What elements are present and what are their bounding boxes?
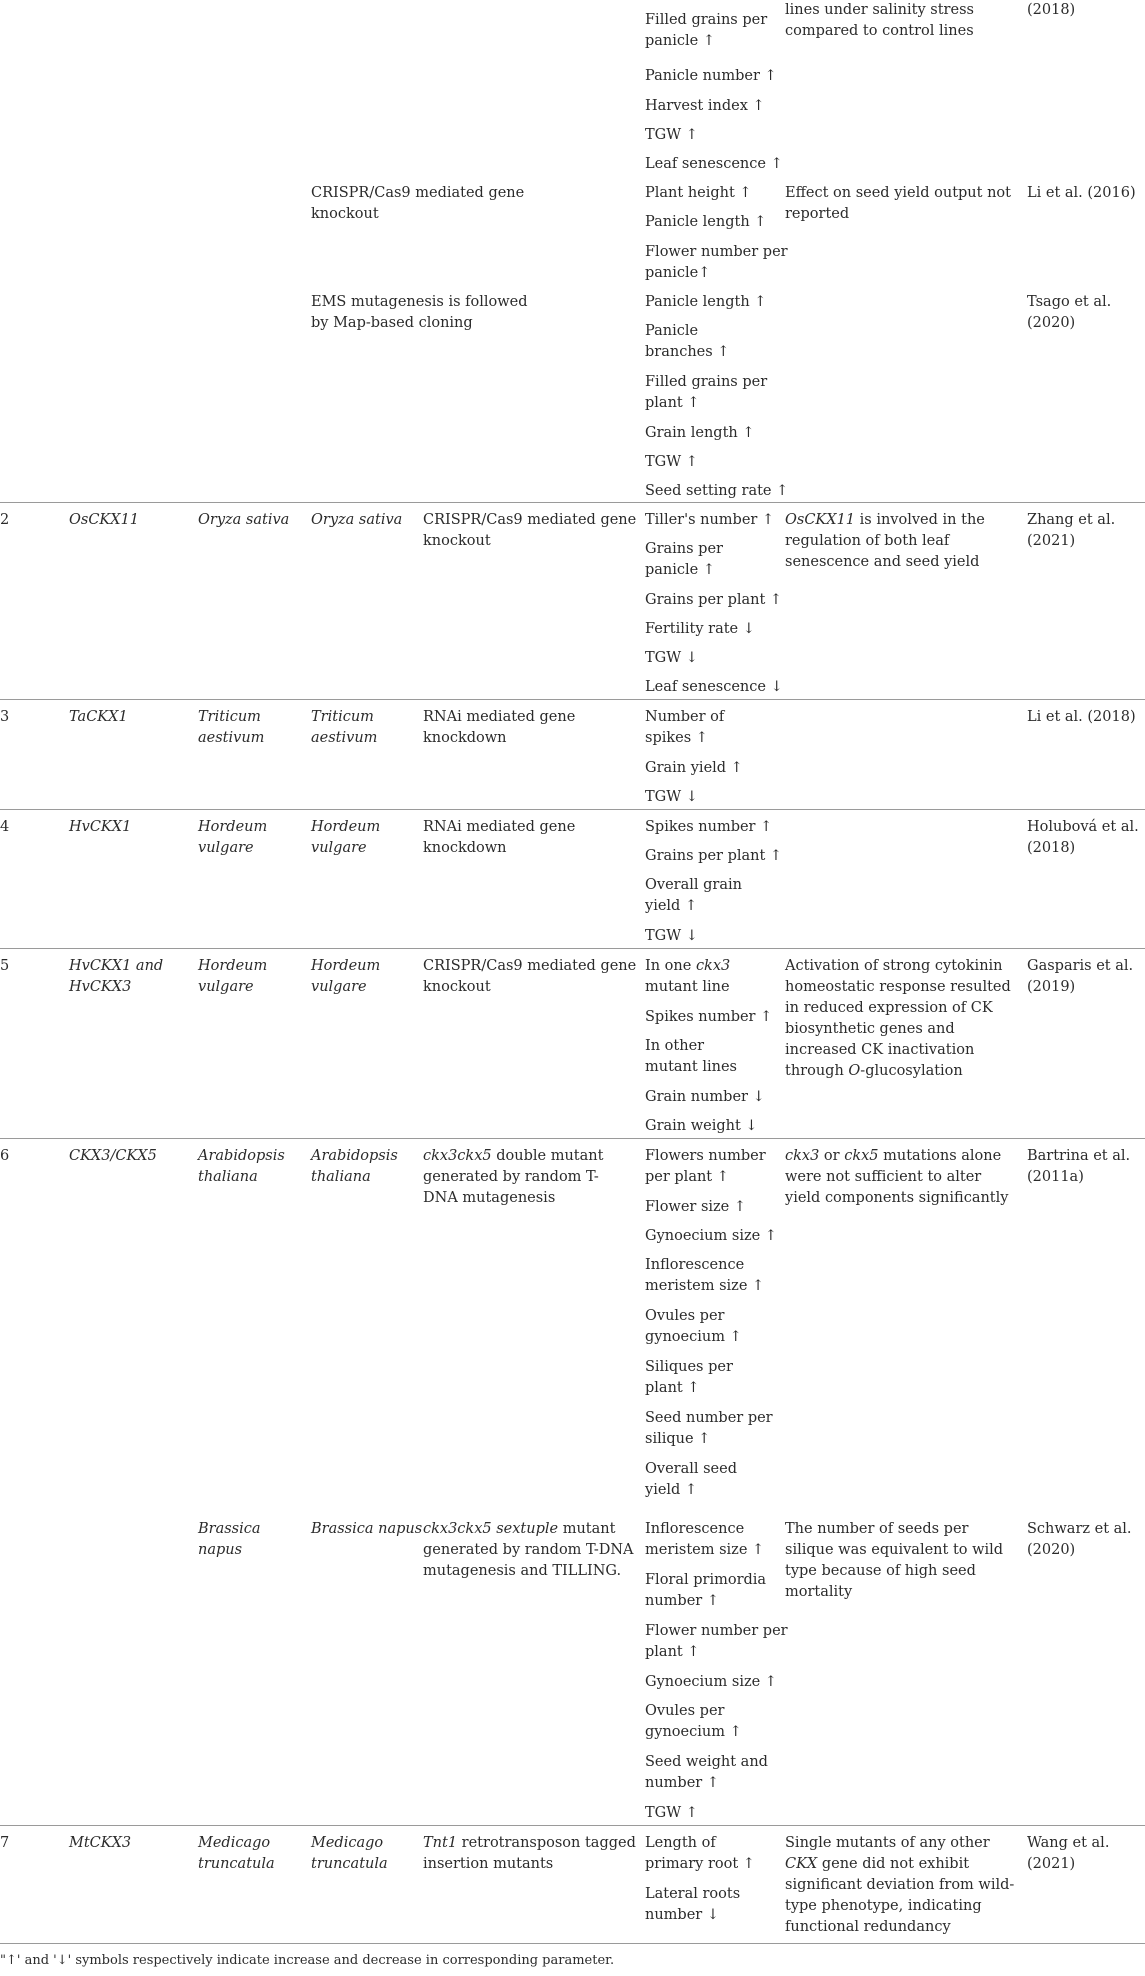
method-body: double mutant generated by random T-DNA mutagenesis <box>423 1148 604 1206</box>
species-name: Brassica napus <box>311 1521 423 1537</box>
effect-item: Gynoecium size ↑ <box>645 1674 777 1690</box>
method-gene: Tnt1 <box>423 1835 458 1851</box>
method-text <box>423 1519 638 1582</box>
species-name: Oryza sativa <box>311 512 403 528</box>
remark-text: Effect on seed yield output not reported <box>785 185 1011 222</box>
effect-item: TGW ↑ <box>645 127 698 143</box>
gene-name: TaCKX1 <box>69 709 128 725</box>
species-name: Arabidopsis thaliana <box>311 1148 398 1185</box>
effect-item: Lateral roots number ↓ <box>645 1886 741 1923</box>
method-gene: ckx3ckx5 sextuple <box>423 1521 559 1537</box>
species-name: Hordeum vulgare <box>198 958 268 995</box>
effect-item: Filled grains per panicle ↑ <box>645 12 768 49</box>
effect-item: Overall seed yield ↑ <box>645 1461 738 1498</box>
row-number: 5 <box>0 958 10 974</box>
species-name: Hordeum vulgare <box>311 819 381 856</box>
species-name: Medicago truncatula <box>311 1835 388 1872</box>
row-number: 2 <box>0 512 10 528</box>
species-name: Arabidopsis thaliana <box>198 1148 285 1185</box>
remark-body: Single mutants of any other <box>785 1835 990 1851</box>
effect-gene: ckx3 <box>695 958 731 974</box>
remark-body: or <box>819 1148 845 1164</box>
species-name: Triticum aestivum <box>198 709 265 746</box>
method-text <box>423 1833 638 1875</box>
effect-item: Leaf senescence ↓ <box>645 679 783 695</box>
species-name: Medicago truncatula <box>198 1835 275 1872</box>
effect-item: Filled grains per plant ↑ <box>645 374 768 411</box>
effect-item: Floral primordia number ↑ <box>645 1572 767 1609</box>
effect-item: Flower size ↑ <box>645 1199 747 1215</box>
effect-item: Gynoecium size ↑ <box>645 1228 777 1244</box>
effect-item: Tiller's number ↑ <box>645 512 775 528</box>
remark-body: mutations alone were not sufficient to alter yield components significantly <box>785 1148 1009 1206</box>
method-body: mutant generated by random T-DNA mutagenesis and TILLING. <box>423 1521 634 1579</box>
table-bottom-rule <box>0 1943 1145 1944</box>
effect-item: Grain number ↓ <box>645 1089 765 1105</box>
reference: Li et al. (2016) <box>1027 185 1136 201</box>
reference: Zhang et al. (2021) <box>1027 512 1116 549</box>
remark-body: is involved in the regulation of both leaf senescence and seed yield <box>785 512 985 570</box>
effect-item: Spikes number ↑ <box>645 1009 773 1025</box>
method-text: RNAi mediated gene knockdown <box>423 819 576 856</box>
effect-item: Plant height ↑ <box>645 185 752 201</box>
method-text: CRISPR/Cas9 mediated gene knockout <box>423 512 637 549</box>
row-divider <box>0 1138 1145 1139</box>
remark-body: gene did not exhibit significant deviation from wild-type phenotype, indicating functional redundancy <box>785 1856 1015 1935</box>
effect-item: Siliques per plant ↑ <box>645 1359 733 1396</box>
effect-item: Seed setting rate ↑ <box>645 483 789 499</box>
effect-text: mutant line <box>645 979 730 995</box>
effect-item: Panicle number ↑ <box>645 68 777 84</box>
remark-italic: CKX <box>785 1856 818 1872</box>
effect-item: Grain yield ↑ <box>645 760 743 776</box>
reference: Wang et al. (2021) <box>1027 1835 1110 1872</box>
effect-item: Seed weight and number ↑ <box>645 1754 768 1791</box>
effect-item: Ovules per gynoecium ↑ <box>645 1703 742 1740</box>
remark-gene: ckx3 <box>785 1148 820 1164</box>
remark-text: The number of seeds per silique was equivalent to wild type because of high seed mortality <box>785 1521 1004 1600</box>
remark-text <box>785 1833 1017 1938</box>
gene-name: OsCKX11 <box>69 512 140 528</box>
effect-item: Grain weight ↓ <box>645 1118 758 1134</box>
effect-item: Ovules per gynoecium ↑ <box>645 1308 742 1345</box>
reference: Holubová et al. (2018) <box>1027 819 1139 856</box>
species-name: Triticum aestivum <box>311 709 378 746</box>
species-name: Hordeum vulgare <box>198 819 268 856</box>
effect-item: Panicle branches ↑ <box>645 323 730 360</box>
remark-italic: O <box>848 1063 861 1079</box>
remark-body: Activation of strong cytokinin homeostatic response resulted in reduced expression of CK biosynthetic genes and increased CK inactivation through <box>785 958 1011 1079</box>
effect-item: TGW ↓ <box>645 650 698 666</box>
remark-gene: OsCKX11 <box>785 512 856 528</box>
method-body: retrotransposon tagged insertion mutants <box>423 1835 636 1872</box>
row-divider <box>0 1825 1145 1826</box>
effect-item: TGW ↓ <box>645 928 698 944</box>
effect-item: In other mutant lines <box>645 1038 737 1075</box>
reference: (2018) <box>1027 2 1076 18</box>
method-gene: ckx3ckx5 <box>423 1148 492 1164</box>
gene-name: CKX3/CKX5 <box>69 1148 157 1164</box>
row-number: 6 <box>0 1148 10 1164</box>
reference: Schwarz et al. (2020) <box>1027 1521 1132 1558</box>
method-text: RNAi mediated gene knockdown <box>423 709 576 746</box>
effect-item <box>645 956 757 998</box>
row-divider <box>0 502 1145 503</box>
table-footnote: "↑' and '↓' symbols respectively indicate increase and decrease in corresponding parameter. <box>0 1953 615 1968</box>
effect-item: Inflorescence meristem size ↑ <box>645 1521 765 1558</box>
method-text: EMS mutagenesis is followed by Map-based cloning <box>311 294 528 331</box>
reference: Gasparis et al. (2019) <box>1027 958 1134 995</box>
species-name: Oryza sativa <box>198 512 290 528</box>
effect-item: Length of primary root ↑ <box>645 1835 755 1872</box>
effect-item: TGW ↑ <box>645 1805 698 1821</box>
effect-item: Number of spikes ↑ <box>645 709 725 746</box>
remark-body: -glucosylation <box>860 1063 963 1079</box>
reference: Bartrina et al. (2011a) <box>1027 1148 1131 1185</box>
gene-name: MtCKX3 <box>69 1835 132 1851</box>
effect-item: Leaf senescence ↑ <box>645 156 783 172</box>
row-number: 4 <box>0 819 10 835</box>
remark-text: lines under salinity stress compared to control lines <box>785 2 974 39</box>
effect-item: Panicle length ↑ <box>645 214 767 230</box>
row-divider <box>0 948 1145 949</box>
species-name: Brassica napus <box>198 1521 261 1558</box>
effect-item: Flowers number per plant ↑ <box>645 1148 766 1185</box>
row-divider <box>0 699 1145 700</box>
effect-item: TGW ↑ <box>645 454 698 470</box>
effect-item: Flower number per plant ↑ <box>645 1623 788 1660</box>
effect-item: Grains per panicle ↑ <box>645 541 723 578</box>
method-text: CRISPR/Cas9 mediated gene knockout <box>423 958 637 995</box>
effect-item: TGW ↓ <box>645 789 698 805</box>
remark-text <box>785 510 1017 573</box>
effect-item: Grain length ↑ <box>645 425 755 441</box>
row-number: 3 <box>0 709 10 725</box>
row-divider <box>0 809 1145 810</box>
effect-item: Harvest index ↑ <box>645 98 765 114</box>
effect-item: Grains per plant ↑ <box>645 848 783 864</box>
effect-item: Overall grain yield ↑ <box>645 877 742 914</box>
effect-item: Fertility rate ↓ <box>645 621 755 637</box>
effect-item: Seed number per silique ↑ <box>645 1410 773 1447</box>
row-number: 7 <box>0 1835 10 1851</box>
species-name: Hordeum vulgare <box>311 958 381 995</box>
effect-item: Inflorescence meristem size ↑ <box>645 1257 765 1294</box>
method-text <box>423 1146 633 1209</box>
remark-text <box>785 956 1017 1082</box>
effect-item: Flower number per panicle↑ <box>645 244 788 281</box>
effect-item: Spikes number ↑ <box>645 819 773 835</box>
effect-item: Panicle length ↑ <box>645 294 767 310</box>
gene-name: HvCKX1 <box>69 819 132 835</box>
effect-text: In one <box>645 958 696 974</box>
reference: Li et al. (2018) <box>1027 709 1136 725</box>
remark-gene: ckx5 <box>844 1148 879 1164</box>
remark-text <box>785 1146 1017 1209</box>
effect-item: Grains per plant ↑ <box>645 592 783 608</box>
gene-name: HvCKX1 and HvCKX3 <box>69 958 164 995</box>
reference: Tsago et al. (2020) <box>1027 294 1112 331</box>
method-text: CRISPR/Cas9 mediated gene knockout <box>311 185 525 222</box>
